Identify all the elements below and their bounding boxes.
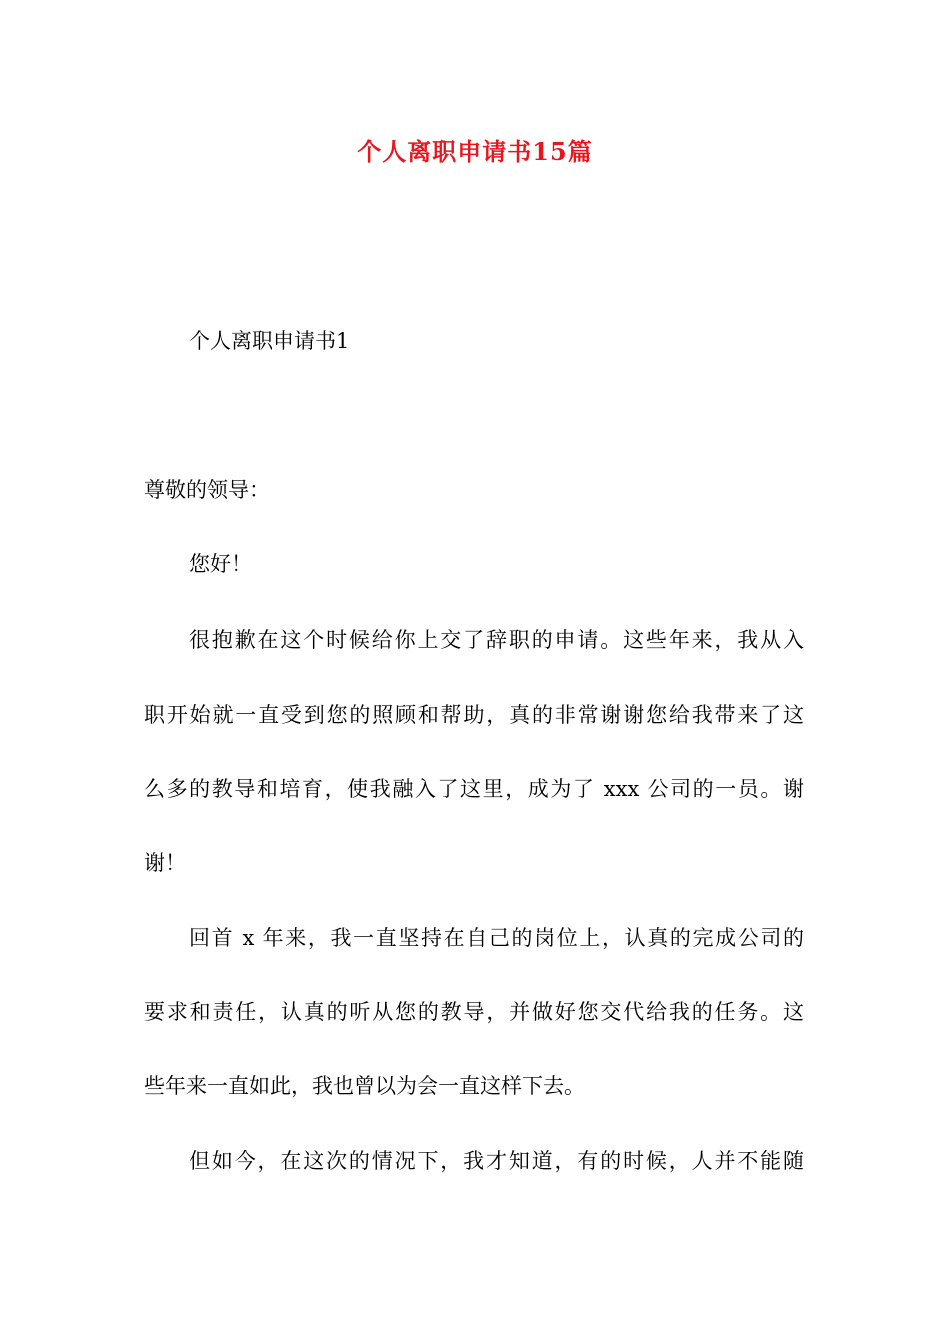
- paragraph-1-line-4: 谢！: [144, 851, 186, 875]
- paragraph-2-line-1: 回首 x 年来，我一直坚持在自己的岗位上，认真的完成公司的: [189, 926, 804, 950]
- paragraph-2-line-2: 要求和责任，认真的听从您的教导，并做好您交代给我的任务。这: [144, 1000, 804, 1024]
- paragraph-2-line-3: 些年来一直如此，我也曾以为会一直这样下去。: [144, 1074, 585, 1098]
- paragraph-3-line-1: 但如今，在这次的情况下，我才知道，有的时候，人并不能随: [189, 1149, 804, 1173]
- paragraph-1-line-3: 么多的教导和培育，使我融入了这里，成为了 xxx 公司的一员。谢: [144, 777, 804, 801]
- salutation: 尊敬的领导：: [144, 478, 270, 502]
- paragraph-1-line-2: 职开始就一直受到您的照顾和帮助，真的非常谢谢您给我带来了这: [144, 703, 804, 727]
- paragraph-1-line-1: 很抱歉在这个时候给你上交了辞职的申请。这些年来，我从入: [189, 628, 804, 652]
- greeting: 您好！: [189, 552, 252, 576]
- document-title: 个人离职申请书15篇: [357, 137, 593, 166]
- section-heading: 个人离职申请书1: [189, 329, 350, 353]
